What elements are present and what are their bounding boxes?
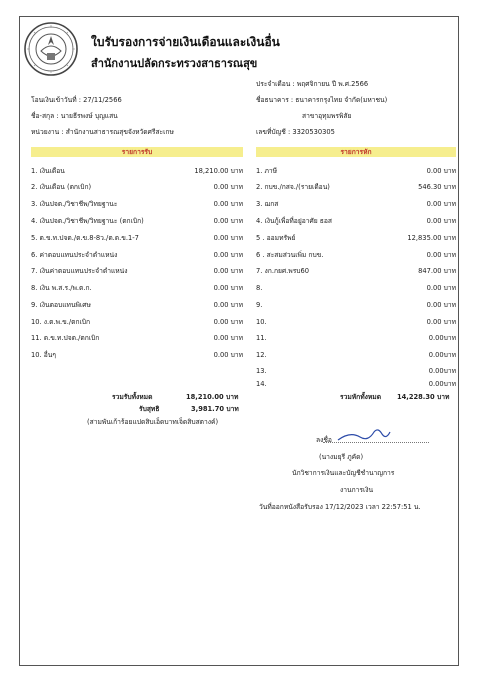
income-row — [31, 251, 243, 260]
handwritten-signature — [336, 425, 392, 445]
deduction-label: 6 . สะสมส่วนเพิ่ม กบข. — [256, 251, 324, 259]
bank-branch: สาขาอุทุมพรพิสัย — [302, 112, 352, 120]
signer-department: งานการเงิน — [340, 486, 374, 494]
deduction-label: 9. — [256, 301, 263, 309]
income-row — [31, 351, 243, 360]
signer-name: (นางมยุรี ภูคัด) — [319, 453, 364, 461]
deduction-row — [256, 183, 456, 192]
income-value: 0.00 บาท — [213, 301, 243, 309]
ministry-seal-icon — [23, 21, 79, 77]
deduction-value: 847.00 บาท — [418, 267, 456, 275]
deduction-label: 12. — [256, 351, 267, 359]
income-label: 4. เงินปจต./วิชาชีพ/วิทยฐานะ (ตกเบิก) — [31, 217, 144, 225]
deduction-row — [256, 351, 456, 360]
income-value: 0.00 บาท — [213, 234, 243, 242]
deduction-label: 14. — [256, 380, 267, 388]
deduction-value: 0.00บาท — [428, 367, 456, 375]
income-label: 1. เงินเดือน — [31, 167, 65, 175]
deduction-value: 0.00บาท — [428, 380, 456, 388]
deduction-label: 3. ฌกส — [256, 200, 279, 208]
deduction-value: 12,835.00 บาท — [407, 234, 456, 242]
deduction-label: 10. — [256, 318, 267, 326]
income-row — [31, 318, 243, 327]
deduction-row — [256, 380, 456, 389]
deduction-label: 2. กบข./กสจ./(รายเดือน) — [256, 183, 330, 191]
deduction-row — [256, 318, 456, 327]
income-row — [31, 217, 243, 226]
deduction-row — [256, 200, 456, 209]
organization-name: สำนักงานปลัดกระทรวงสาธารณสุข — [91, 57, 258, 70]
income-total-label: รวมรับทั้งหมด — [112, 393, 153, 401]
deduction-value: 0.00 บาท — [426, 167, 456, 175]
deduction-value: 0.00บาท — [428, 351, 456, 359]
income-label: 6. ค่าตอบแทนประจำตำแหน่ง — [31, 251, 118, 259]
income-row — [31, 267, 243, 276]
deduction-value: 0.00 บาท — [426, 200, 456, 208]
deduction-label: 13. — [256, 367, 267, 375]
income-label: 10. ง.ต.พ.ข./ตกเบิก — [31, 318, 91, 326]
income-value: 0.00 บาท — [213, 217, 243, 225]
income-label: 5. ต.ข.ท.ปจต./ต.ข.8-8ว./ต.ต.ข.1-7 — [31, 234, 139, 242]
deduction-value: 0.00บาท — [428, 334, 456, 342]
income-value: 0.00 บาท — [213, 267, 243, 275]
income-row — [31, 334, 243, 343]
income-value: 0.00 บาท — [213, 351, 243, 359]
deduction-row — [256, 251, 456, 260]
income-row — [31, 200, 243, 209]
deduction-header: รายการหัก — [256, 147, 456, 157]
bank-name: ชื่อธนาคาร : ธนาคารกรุงไทย จำกัด(มหาชน) — [256, 96, 388, 104]
deduction-label: 7. งก.กยศ.พรบ60 — [256, 267, 310, 275]
deduction-label: 11. — [256, 334, 267, 342]
income-row — [31, 234, 243, 243]
income-header: รายการรับ — [31, 147, 243, 157]
signature-label: ลงชื่อ — [316, 436, 332, 444]
signer-position: นักวิชาการเงินและบัญชีชำนาญการ — [292, 469, 395, 477]
deduction-value: 0.00 บาท — [426, 318, 456, 326]
income-label: 3. เงินปจต./วิชาชีพ/วิทยฐานะ — [31, 200, 118, 208]
deduction-total-value: 14,228.30 บาท — [397, 393, 450, 401]
deduction-row — [256, 284, 456, 293]
net-pay-in-words: (สามพันเก้าร้อยแปดสิบเอ็ดบาทเจ็ดสิบสตางค์) — [87, 418, 219, 426]
deduction-row — [256, 234, 456, 243]
transfer-date: โอนเงินเข้าวันที่ : 27/11/2566 — [31, 96, 122, 104]
income-value: 0.00 บาท — [213, 284, 243, 292]
deduction-row — [256, 267, 456, 276]
net-pay-label: รับสุทธิ — [139, 405, 160, 413]
income-label: 10. อื่นๆ — [31, 351, 56, 359]
income-value: 0.00 บาท — [213, 251, 243, 259]
income-label: 2. เงินเดือน (ตกเบิก) — [31, 183, 92, 191]
deduction-row — [256, 367, 456, 376]
deduction-label: 8. — [256, 284, 263, 292]
employee-name: ชื่อ-สกุล : นายธีรพงษ์ บุญแสน — [31, 112, 118, 120]
deduction-value: 0.00 บาท — [426, 301, 456, 309]
income-value: 0.00 บาท — [213, 318, 243, 326]
deduction-value: 0.00 บาท — [426, 284, 456, 292]
income-value: 0.00 บาท — [213, 183, 243, 191]
income-row — [31, 301, 243, 310]
deduction-row — [256, 301, 456, 310]
account-number: เลขที่บัญชี : 3320530305 — [256, 128, 335, 136]
income-row — [31, 284, 243, 293]
deduction-row — [256, 167, 456, 176]
income-value: 18,210.00 บาท — [194, 167, 243, 175]
deduction-label: 4. เงินกู้เพื่อที่อยู่อาศัย ธอส — [256, 217, 332, 225]
deduction-row — [256, 217, 456, 226]
income-total-value: 18,210.00 บาท — [186, 393, 239, 401]
income-label: 7. เงินค่าตอบแทนประจำตำแหน่ง — [31, 267, 128, 275]
income-row — [31, 167, 243, 176]
document-title: ใบรับรองการจ่ายเงินเดือนและเงินอื่น — [91, 35, 280, 49]
income-label: 11. ต.ข.ท.ปจต./ตกเบิก — [31, 334, 100, 342]
work-unit: หน่วยงาน : สำนักงานสาธารณสุขจังหวัดศรีสะเกษ — [31, 128, 174, 136]
income-label: 8. เงิน พ.ส.ร./พ.ต.ก. — [31, 284, 92, 292]
income-label: 9. เงินตอบแทนพิเศษ — [31, 301, 91, 309]
net-pay-value: 3,981.70 บาท — [191, 405, 239, 413]
deduction-label: 5 . ออมทรัพย์ — [256, 234, 296, 242]
income-row — [31, 183, 243, 192]
pay-month: ประจำเดือน : พฤศจิกายน ปี พ.ศ.2566 — [256, 80, 369, 88]
deduction-value: 546.30 บาท — [418, 183, 456, 191]
income-value: 0.00 บาท — [213, 200, 243, 208]
income-value: 0.00 บาท — [213, 334, 243, 342]
deduction-row — [256, 334, 456, 343]
deduction-value: 0.00 บาท — [426, 217, 456, 225]
deduction-value: 0.00 บาท — [426, 251, 456, 259]
deduction-total-label: รวมหักทั้งหมด — [340, 393, 382, 401]
deduction-label: 1. ภาษี — [256, 167, 278, 175]
issued-timestamp: วันที่ออกหนังสือรับรอง 17/12/2023 เวลา 22:57:51 น. — [259, 503, 421, 511]
